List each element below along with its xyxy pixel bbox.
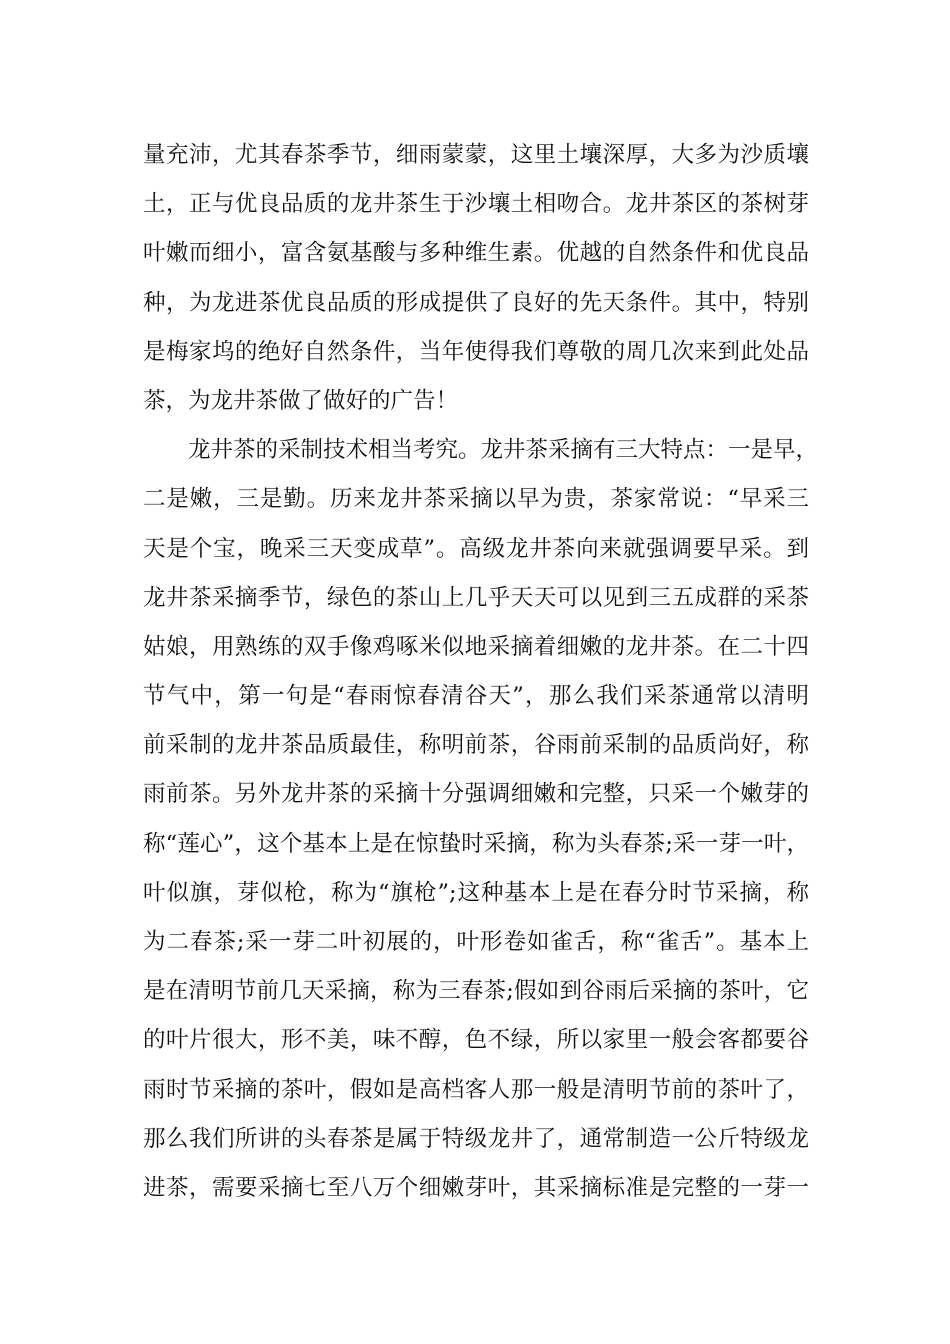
text-line: 前采制的龙井茶品质最佳，称明前茶，谷雨前采制的品质尚好，称: [143, 732, 809, 759]
text-line: 量充沛，尤其春茶季节，细雨蒙蒙，这里土壤深厚，大多为沙质壤: [143, 142, 809, 168]
text-line: 是梅家坞的绝好自然条件，当年使得我们尊敬的周几次来到此处品: [143, 338, 809, 365]
text-line: 龙井茶的采制技术相当考究。龙井茶采摘有三大特点：一是早，: [188, 437, 819, 464]
text-line: 叶嫩而细小，富含氨基酸与多种维生素。优越的自然条件和优良品: [143, 240, 809, 267]
text-line: 二是嫩，三是勤。历来龙井茶采摘以早为贵，茶家常说：“早采三: [143, 486, 809, 513]
text-line: 那么我们所讲的头春茶是属于特级龙井了，通常制造一公斤特级龙: [143, 1125, 809, 1152]
text-line: 是在清明节前几天采摘，称为三春茶;假如到谷雨后采摘的茶叶，它: [143, 978, 809, 1005]
text-line: 节气中，第一句是“春雨惊春清谷天”，那么我们采茶通常以清明: [143, 683, 809, 710]
text-line: 为二春茶;采一芽二叶初展的，叶形卷如雀舌，称“雀舌”。基本上: [143, 929, 809, 955]
text-line: 龙井茶采摘季节，绿色的茶山上几乎天天可以见到三五成群的采茶: [143, 584, 809, 611]
text-line: 雨时节采摘的茶叶，假如是高档客人那一般是清明节前的茶叶了，: [143, 1076, 809, 1103]
text-line: 进茶，需要采摘七至八万个细嫩芽叶，其采摘标准是完整的一芽一: [143, 1174, 809, 1201]
text-line: 姑娘，用熟练的双手像鸡啄米似地采摘着细嫩的龙井茶。在二十四: [143, 633, 809, 660]
text-line: 雨前茶。另外龙井茶的采摘十分强调细嫩和完整，只采一个嫩芽的: [143, 781, 809, 808]
document-body: [143, 131, 819, 1213]
text-line: 土，正与优良品质的龙井茶生于沙壤土相吻合。龙井茶区的茶树芽: [143, 191, 809, 218]
text-line: 叶似旗，芽似枪，称为“旗枪”;这种基本上是在春分时节采摘，称: [143, 879, 809, 906]
text-line: 称“莲心”，这个基本上是在惊蛰时采摘，称为头春茶;采一芽一叶，: [143, 830, 809, 857]
paragraph-2: [143, 426, 819, 1213]
text-line: 茶，为龙井茶做了做好的广告！: [143, 387, 459, 414]
paragraph-1: [143, 131, 809, 426]
text-line: 的叶片很大，形不美，味不醇，色不绿，所以家里一般会客都要谷: [143, 1027, 809, 1054]
text-line: 天是个宝，晚采三天变成草”。高级龙井茶向来就强调要早采。到: [143, 535, 809, 562]
text-line: 种，为龙进茶优良品质的形成提供了良好的先天条件。其中，特别: [143, 289, 809, 316]
